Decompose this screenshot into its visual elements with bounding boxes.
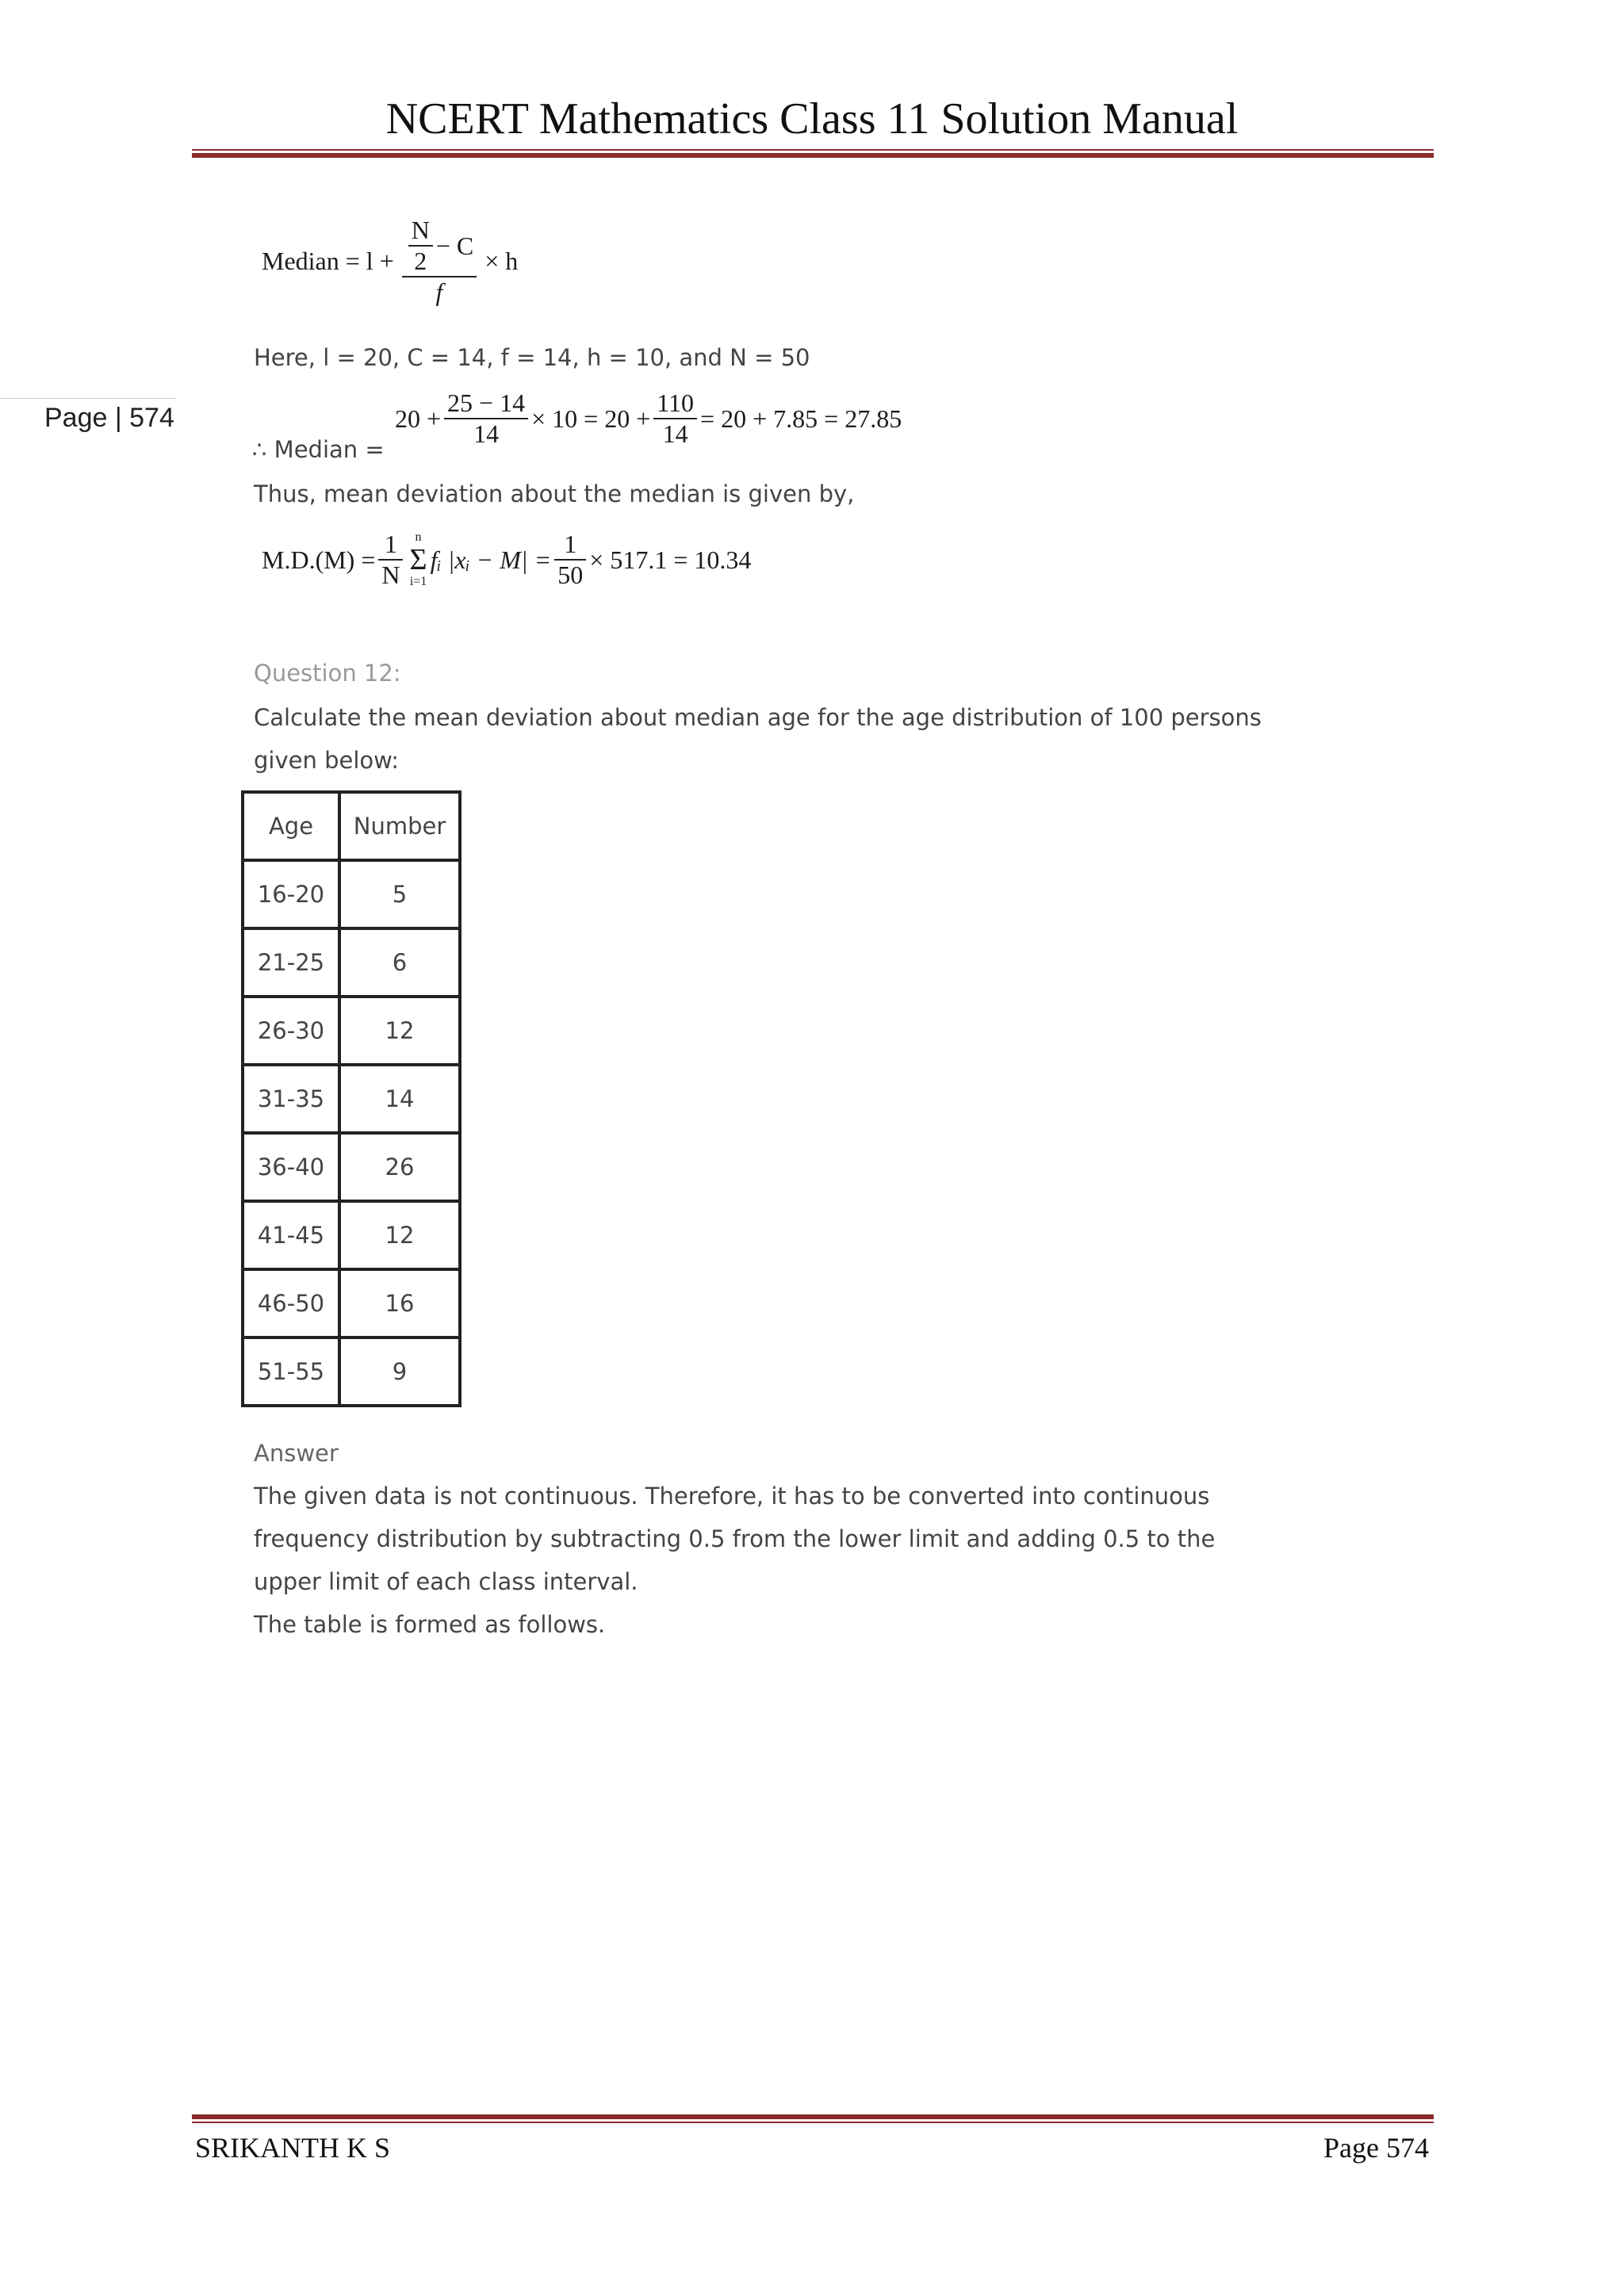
table-cell-number: 14 (339, 1065, 460, 1133)
footer-author: SRIKANTH K S (195, 2132, 391, 2164)
n-over-2-fraction (408, 216, 433, 276)
median-calc-result: = 20 + 7.85 = 27.85 (700, 404, 902, 433)
table-cell-number: 12 (339, 1201, 460, 1269)
median-formula-fraction (402, 216, 477, 307)
header-rule-thick (192, 153, 1434, 158)
footer-rule-thick (192, 2114, 1434, 2119)
question-text-line1: Calculate the mean deviation about median age for the age distribution of 100 persons (254, 704, 1262, 731)
table-header-row (243, 792, 460, 860)
median-formula-lhs: Median = l + (262, 247, 394, 275)
median-calc-term1: 20 + (395, 404, 442, 433)
question-label: Question 12: (254, 660, 401, 687)
side-page-tab: Page | 574 (44, 403, 174, 433)
table-cell-age: 16-20 (243, 860, 339, 928)
median-formula (262, 216, 518, 307)
thus-text: Thus, mean deviation about the median is given by, (254, 480, 855, 507)
question-text-line2: given below: (254, 747, 400, 774)
page-header-title: NCERT Mathematics Class 11 Solution Manual (385, 94, 1239, 144)
table-row (243, 997, 460, 1065)
header-rule-thin (192, 149, 1434, 151)
times-h: × h (485, 247, 519, 275)
answer-line2: frequency distribution by subtracting 0.5 from the lower limit and adding 0.5 to the (254, 1525, 1216, 1552)
md-fraction1: $\frac{1}{N}$ (378, 530, 403, 590)
median-calc-term2: × 10 = 20 + (531, 404, 651, 433)
answer-line3: upper limit of each class interval. (254, 1568, 638, 1595)
two-denominator: 2 (414, 247, 427, 275)
table-cell-age: 51-55 (243, 1337, 339, 1406)
md-formula (262, 530, 751, 590)
f-denominator: f (435, 277, 443, 306)
answer-line4: The table is formed as follows. (254, 1611, 606, 1638)
side-tab-divider (0, 398, 176, 399)
table-cell-age: 31-35 (243, 1065, 339, 1133)
table-row (243, 1065, 460, 1133)
table-cell-age: 41-45 (243, 1201, 339, 1269)
table-row (243, 860, 460, 928)
table-row (243, 1337, 460, 1406)
table-cell-number: 26 (339, 1133, 460, 1201)
median-calc-fraction2: $\frac{110}{14}$ (653, 388, 697, 449)
n-numerator: N (411, 216, 430, 244)
table-row (243, 1133, 460, 1201)
sigma-symbol: n Σ i=1 (409, 530, 427, 588)
table-cell-age: 21-25 (243, 928, 339, 997)
table-cell-age: 36-40 (243, 1133, 339, 1201)
md-formula-result: × 517.1 = 10.34 (589, 545, 752, 574)
answer-label: Answer (254, 1440, 339, 1467)
table-cell-number: 6 (339, 928, 460, 997)
median-calc-expression (395, 388, 902, 449)
median-calc-fraction1: $\frac{25 - 14}{14}$ (444, 388, 528, 449)
footer-rule-thin (192, 2122, 1434, 2123)
md-formula-term: fᵢ |xᵢ − M| = (430, 545, 552, 574)
table-header-number: Number (339, 792, 460, 860)
median-calc-label: ∴ Median = (252, 436, 385, 463)
table-row (243, 1269, 460, 1337)
table-cell-number: 9 (339, 1337, 460, 1406)
table-cell-age: 46-50 (243, 1269, 339, 1337)
table-cell-age: 26-30 (243, 997, 339, 1065)
footer-page-number: Page 574 (1323, 2132, 1429, 2164)
table-cell-number: 5 (339, 860, 460, 928)
table-row (243, 928, 460, 997)
md-formula-lhs: M.D.(M) = (262, 545, 376, 574)
table-header-age: Age (243, 792, 339, 860)
table-row (243, 1201, 460, 1269)
md-fraction2: $\frac{1}{50}$ (554, 530, 586, 590)
age-distribution-table (241, 790, 462, 1407)
given-values-text: Here, l = 20, C = 14, f = 14, h = 10, and N = 50 (254, 344, 810, 371)
answer-line1: The given data is not continuous. Therefore, it has to be converted into continuous (254, 1483, 1210, 1510)
table-cell-number: 16 (339, 1269, 460, 1337)
minus-c: − C (435, 231, 474, 260)
table-cell-number: 12 (339, 997, 460, 1065)
